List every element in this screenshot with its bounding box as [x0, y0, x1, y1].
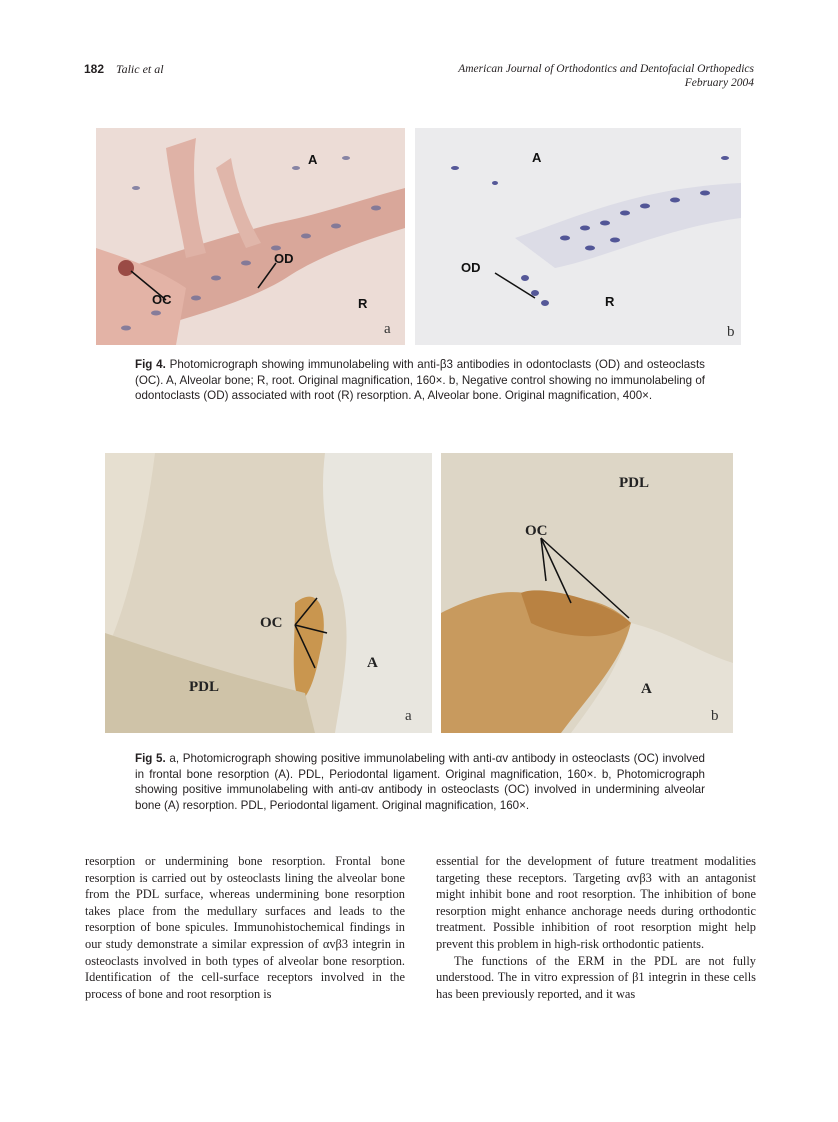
label-odontoclast: OD: [274, 251, 294, 266]
label-odontoclast: OD: [461, 260, 481, 275]
label-alveolar-bone: A: [641, 681, 652, 697]
paragraph: The functions of the ERM in the PDL are not fully understood. The in vitro expression of β1 integrin in these cells has been previously reported, and it was: [436, 953, 756, 1001]
body-column-left: [85, 853, 405, 1002]
fig4-caption: [135, 357, 705, 404]
fig5b-micrograph: [441, 453, 733, 733]
paragraph: resorption or undermining bone resorption. Frontal bone resorption is carried out by osteoclasts lining the alveolar bone from the PDL surface, whereas undermining bone resorption takes place from the medullary surfaces and leads to the resorption of bone spicules. Immunohistochemical findings in our study demonstrate a similar expression of αvβ3 integrin in osteoclasts involved in both types of alveolar bone resorption. Identification of the cell-surface receptors involved in the process of bone and root resorption is: [85, 854, 405, 1001]
caption-label: Fig 4.: [135, 358, 166, 371]
label-alveolar-bone: A: [308, 152, 318, 167]
fig5-caption: [135, 751, 705, 813]
label-alveolar-bone: A: [532, 150, 542, 165]
issue-date: February 2004: [684, 77, 754, 89]
label-pdl: PDL: [619, 475, 649, 491]
panel-letter: b: [711, 708, 719, 724]
panel-letter: a: [405, 708, 412, 724]
journal-title: American Journal of Orthodontics and Dentofacial Orthopedics: [458, 63, 754, 75]
panel-letter: a: [384, 321, 391, 337]
label-pdl: PDL: [189, 679, 219, 695]
panel-letter: b: [727, 324, 735, 340]
fig5a-micrograph: [105, 453, 432, 733]
body-column-right: [436, 853, 756, 1002]
label-alveolar-bone: A: [367, 655, 378, 671]
label-osteoclast: OC: [152, 292, 172, 307]
fig4a-micrograph: [96, 128, 405, 345]
fig4b-micrograph: [415, 128, 741, 345]
running-authors: Talic et al: [116, 62, 164, 76]
caption-text: a, Photomicrograph showing positive immunolabeling with anti-αv antibody in osteoclasts (OC) involved in frontal bone resorption (A). PDL, Periodontal ligament. Original magnification, 160×. b, Photomicrograph showing positive immunolabeling with anti-αv antibody in osteoclasts (OC) involved in undermining alveolar bone (A) resorption. PDL, Periodontal ligament. Original magnification, 160×.: [135, 752, 705, 812]
label-osteoclast: OC: [260, 615, 283, 631]
paragraph: essential for the development of future treatment modalities targeting these receptors. Targeting αvβ3 with an antagonist might inhibit bone and root resorption. The inhibition of bone resorption might enhance anchorage needs during orthodontic treatment. Possible inhibition of root resorption might help prevent this problem in high-risk orthodontic patients.: [436, 854, 756, 951]
label-root: R: [358, 296, 368, 311]
page-number: 182: [84, 62, 105, 76]
caption-text: Photomicrograph showing immunolabeling with anti-β3 antibodies in odontoclasts (OD) and osteoclasts (OC). A, Alveolar bone; R, root. Original magnification, 160×. b, Negative control showing no immunolabeling of odontoclasts (OD) associated with root (R) resorption. A, Alveolar bone. Original magnification, 400×.: [135, 358, 705, 402]
journal-header: [458, 62, 754, 90]
label-root: R: [605, 294, 615, 309]
label-osteoclast: OC: [525, 523, 548, 539]
caption-label: Fig 5.: [135, 752, 166, 765]
